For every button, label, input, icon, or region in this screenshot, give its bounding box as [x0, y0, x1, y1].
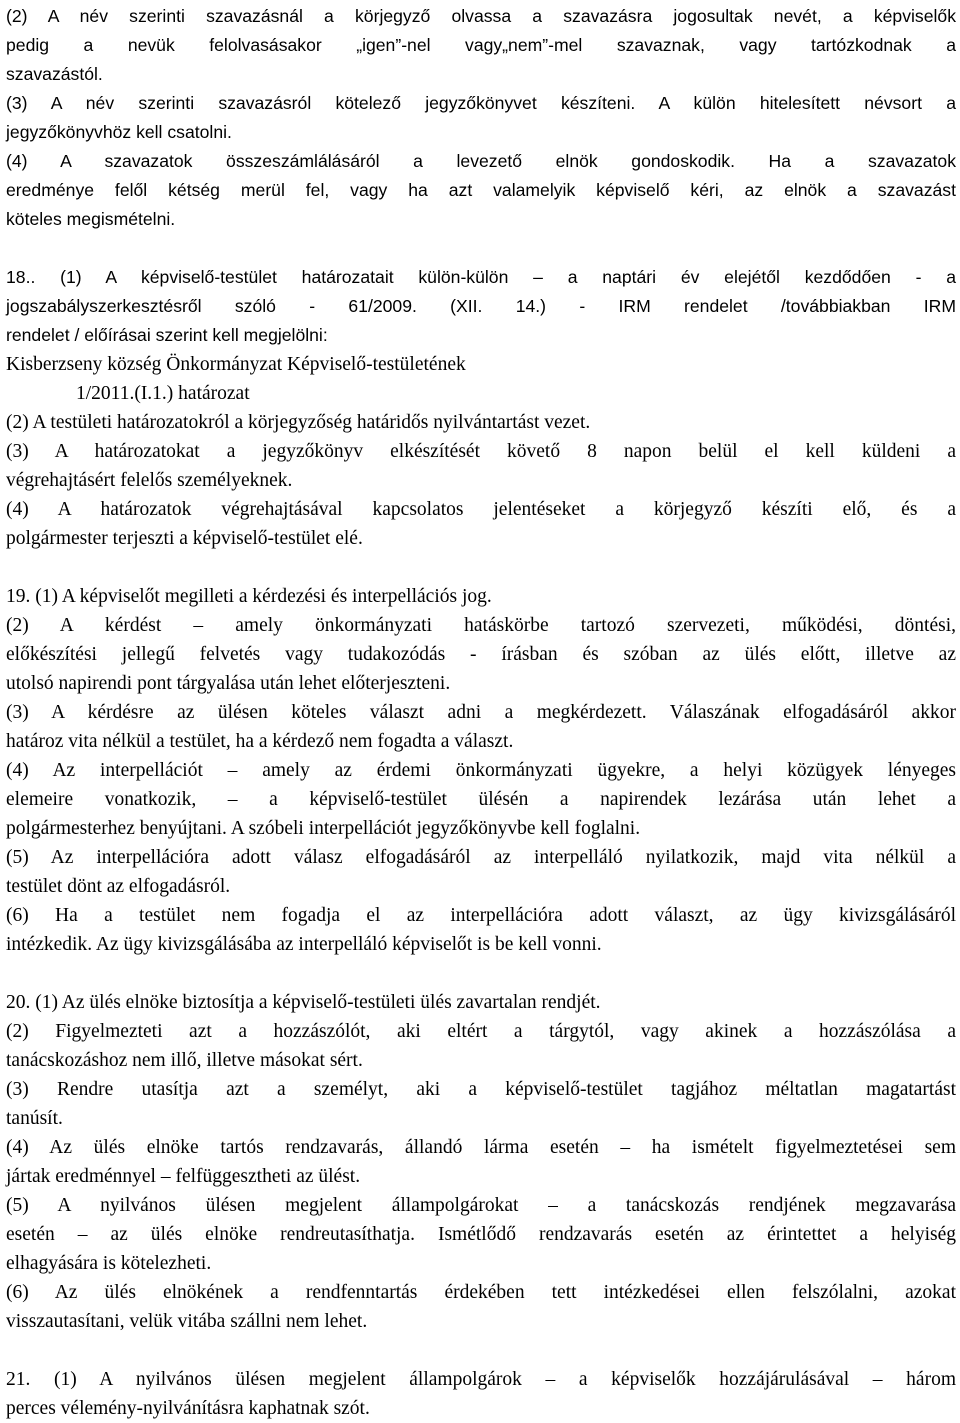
- text-line: végrehajtásért felelős személyeknek.: [6, 470, 293, 491]
- text-line: pedig a nevük felolvasásakor „igen”-nel vagy„nem”-mel szavaznak, vagy tartózkodnak a: [6, 35, 956, 55]
- text-line: 21. (1) A nyilvános ülésen megjelent állampolgárok – a képviselők hozzájárulásával – három: [6, 1369, 956, 1390]
- text-line: (6) Az ülés elnökének a rendfenntartás érdekében tett intézkedései ellen felszólalni, azokat: [6, 1282, 956, 1303]
- text-line: előkészítési jellegű felvetés vagy tudakozódás - írásban és szóban az ülés előtt, illetve az: [6, 644, 956, 665]
- text-line: esetén – az ülés elnöke rendreutasíthatja. Ismétlődő rendzavarás esetén az érintettet a helyiség: [6, 1224, 956, 1245]
- text-line: köteles megismételni.: [6, 209, 176, 229]
- text-line: jártak eredménnyel – felfüggesztheti az ülést.: [6, 1166, 361, 1187]
- blank-line: [6, 1336, 956, 1365]
- text-line: Kisberzseny község Önkormányzat Képviselő-testületének: [6, 354, 466, 375]
- text-line: tanúsít.: [6, 1108, 63, 1129]
- text-line: 20. (1) Az ülés elnöke biztosítja a képviselő-testületi ülés zavartalan rendjét.: [6, 992, 601, 1013]
- text-line: (3) Rendre utasítja azt a személyt, aki a képviselő-testület tagjához méltatlan magatartást: [6, 1079, 956, 1100]
- text-line: (2) A testületi határozatokról a körjegyzőség határidős nyilvántartást vezet.: [6, 412, 591, 433]
- text-line: rendelet / előírásai szerint kell megjelölni:: [6, 325, 328, 345]
- blank-line: [6, 553, 956, 582]
- text-line: visszautasítani, velük vitába szállni nem lehet.: [6, 1311, 368, 1332]
- text-line: utolsó napirendi pont tárgyalása után lehet előterjeszteni.: [6, 673, 451, 694]
- text-line: testület dönt az elfogadásról.: [6, 876, 231, 897]
- text-line: (3) A név szerinti szavazásról kötelező jegyzőkönyvet készíteni. A külön hitelesített névsort a: [6, 93, 956, 113]
- text-line: elemeire vonatkozik, – a képviselő-testület ülésén a napirendek lezárása után lehet a: [6, 789, 956, 810]
- text-line: eredménye felől kétség merül fel, vagy ha azt valamelyik képviselő kéri, az elnök a szavazást: [6, 180, 956, 200]
- text-line: (6) Ha a testület nem fogadja el az interpellációra adott választ, az ügy kivizsgálásáról: [6, 905, 956, 926]
- text-line: szavazástól.: [6, 64, 103, 84]
- text-line: (4) A határozatok végrehajtásával kapcsolatos jelentéseket a körjegyző készíti elő, és a: [6, 499, 956, 520]
- text-line: polgármester terjeszti a képviselő-testület elé.: [6, 528, 363, 549]
- text-line: 1/2011.(I.1.) határozat: [76, 383, 250, 404]
- text-line: polgármesterhez benyújtani. A szóbeli interpellációt jegyzőkönyvbe kell foglalni.: [6, 818, 641, 839]
- text-line: perces vélemény-nyilvánításra kaphatnak szót.: [6, 1398, 370, 1419]
- text-line: intézkedik. Az ügy kivizsgálásába az interpelláló képviselőt is be kell vonni.: [6, 934, 602, 955]
- text-line: (5) Az interpellációra adott válasz elfogadásáról az interpelláló nyilatkozik, majd vita nélkül a: [6, 847, 956, 868]
- text-line: 19. (1) A képviselőt megilleti a kérdezési és interpellációs jog.: [6, 586, 492, 607]
- text-line: elhagyására is kötelezheti.: [6, 1253, 212, 1274]
- text-line: (2) A kérdést – amely önkormányzati hatáskörbe tartozó szervezeti, működési, döntési,: [6, 615, 956, 636]
- text-line: (2) Figyelmezteti azt a hozzászólót, aki eltért a tárgytól, vagy akinek a hozzászólása a: [6, 1021, 956, 1042]
- text-line: (2) A név szerinti szavazásnál a körjegyző olvassa a szavazásra jogosultak nevét, a képviselők: [6, 6, 956, 26]
- text-line: jegyzőkönyvhöz kell csatolni.: [6, 122, 232, 142]
- text-line: (3) A határozatokat a jegyzőkönyv elkészítését követő 8 napon belül el kell küldeni a: [6, 441, 956, 462]
- text-line: tanácskozáshoz nem illő, illetve másokat sért.: [6, 1050, 363, 1071]
- text-line: (4) Az ülés elnöke tartós rendzavarás, állandó lárma esetén – ha ismételt figyelmeztetései sem: [6, 1137, 956, 1158]
- text-line: jogszabályszerkesztésről szóló - 61/2009. (XII. 14.) - IRM rendelet /továbbiakban IRM: [6, 296, 956, 316]
- blank-line: [6, 234, 956, 263]
- text-line: (4) Az interpellációt – amely az érdemi önkormányzati ügyekre, a helyi közügyek lényeges: [6, 760, 956, 781]
- text-line: (5) A nyilvános ülésen megjelent állampolgárokat – a tanácskozás rendjének megzavarása: [6, 1195, 956, 1216]
- text-line: határoz vita nélkül a testület, ha a kérdező nem fogadta a választ.: [6, 731, 514, 752]
- text-line: 18.. (1) A képviselő-testület határozatait külön-külön – a naptári év elejétől kezdődően - a: [6, 267, 956, 287]
- text-line: (3) A kérdésre az ülésen köteles választ adni a megkérdezett. Válaszának elfogadásáról akkor: [6, 702, 956, 723]
- text-line: (4) A szavazatok összeszámlálásáról a levezető elnök gondoskodik. Ha a szavazatok: [6, 151, 956, 171]
- blank-line: [6, 959, 956, 988]
